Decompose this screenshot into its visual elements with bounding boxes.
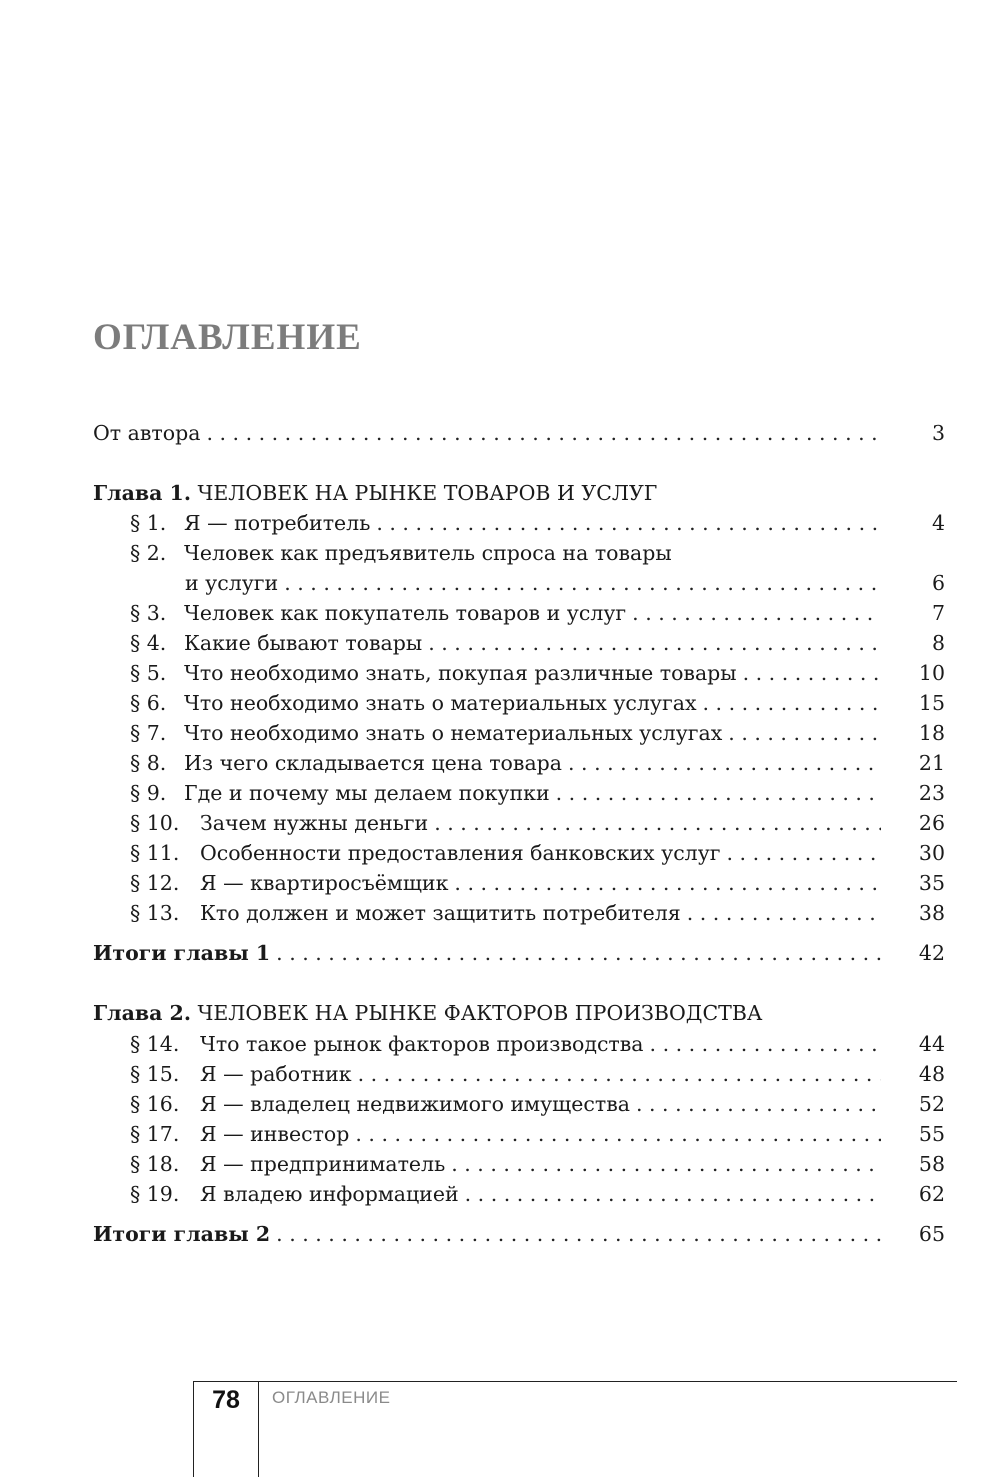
dot-leader [434, 808, 881, 838]
dot-leader [454, 868, 881, 898]
chapter-title: ЧЕЛОВЕК НА РЫНКЕ ТОВАРОВ И УСЛУГ [197, 481, 658, 505]
section-title: Зачем нужны деньги [200, 811, 429, 835]
dot-leader [376, 508, 881, 538]
toc-section[interactable] [130, 688, 945, 718]
section-number: § 14. [130, 1032, 180, 1056]
toc-page-number: 6 [931, 571, 945, 595]
section-title: Я — потребитель [184, 511, 371, 535]
dot-leader [284, 568, 881, 598]
section-number: § 17. [130, 1122, 180, 1146]
dot-leader [355, 1119, 881, 1149]
chapter-title: ЧЕЛОВЕК НА РЫНКЕ ФАКТОРОВ ПРОИЗВОДСТВА [197, 1001, 763, 1025]
chapter-label: Глава 2. [93, 1001, 191, 1025]
section-title: Что такое рынок факторов производства [200, 1032, 644, 1056]
section-number: § 11. [130, 841, 180, 865]
toc-page-number: 55 [918, 1122, 945, 1146]
section-number: § 6. [130, 691, 167, 715]
toc-page-number: 15 [918, 691, 945, 715]
toc-page-number: 62 [918, 1182, 945, 1206]
section-number: § 2. [130, 541, 167, 565]
footer-rule [257, 1381, 957, 1382]
chapter-label: Глава 1. [93, 481, 191, 505]
toc-page-number: 3 [931, 421, 945, 445]
section-title: Я владею информацией [200, 1182, 459, 1206]
toc-section[interactable] [130, 1029, 945, 1059]
toc-page-number: 7 [931, 601, 945, 625]
toc-section[interactable] [130, 598, 945, 628]
dot-leader [743, 658, 881, 688]
running-title: ОГЛАВЛЕНИЕ [272, 1388, 391, 1407]
toc-chapter-summary[interactable] [93, 1219, 945, 1249]
section-number: § 18. [130, 1152, 180, 1176]
section-number: § 7. [130, 721, 167, 745]
section-title: Какие бывают товары [184, 631, 423, 655]
dot-leader [451, 1149, 881, 1179]
section-title: Из чего складывается цена товара [184, 751, 563, 775]
dot-leader [556, 778, 881, 808]
page-number: 78 [212, 1386, 240, 1414]
toc-section[interactable] [130, 718, 945, 748]
toc-section[interactable] [130, 658, 945, 688]
dot-leader [428, 628, 881, 658]
toc-section[interactable] [130, 898, 945, 928]
toc-page-number: 48 [918, 1062, 945, 1086]
section-number: § 3. [130, 601, 167, 625]
toc-page-number: 44 [918, 1032, 945, 1056]
section-title: Человек как покупатель товаров и услуг [184, 601, 627, 625]
chapter-1-heading[interactable] [93, 478, 657, 508]
toc-page-number: 42 [918, 941, 945, 965]
toc-page-number: 58 [918, 1152, 945, 1176]
toc-section[interactable] [130, 508, 945, 538]
dot-leader [276, 1219, 881, 1249]
section-number: § 5. [130, 661, 167, 685]
section-title: Я — квартиросъёмщик [200, 871, 449, 895]
section-title: Что необходимо знать, покупая различные товары [184, 661, 737, 685]
toc-page-number: 23 [918, 781, 945, 805]
section-title: Где и почему мы делаем покупки [184, 781, 550, 805]
dot-leader [703, 688, 882, 718]
toc-page-number: 10 [918, 661, 945, 685]
toc-page-number: 38 [918, 901, 945, 925]
toc-entry-intro[interactable] [93, 418, 945, 448]
toc-section[interactable] [130, 868, 945, 898]
toc-page-number: 52 [918, 1092, 945, 1116]
section-title: Что необходимо знать о материальных услугах [184, 691, 697, 715]
section-number: § 16. [130, 1092, 180, 1116]
toc-section[interactable] [130, 838, 945, 868]
section-number: § 19. [130, 1182, 180, 1206]
section-title: Я — инвестор [200, 1122, 350, 1146]
toc-section[interactable] [130, 628, 945, 658]
toc-section[interactable] [130, 1089, 945, 1119]
section-number: § 9. [130, 781, 167, 805]
section-title: Человек как предъявитель спроса на товары [184, 541, 672, 565]
toc-section[interactable] [130, 748, 945, 778]
page-title: ОГЛАВЛЕНИЕ [93, 317, 362, 358]
dot-leader [568, 748, 881, 778]
toc-page-number: 65 [918, 1222, 945, 1246]
toc-section[interactable] [130, 1119, 945, 1149]
chapter-2-heading[interactable] [93, 998, 762, 1028]
toc-page-number: 30 [918, 841, 945, 865]
toc-section[interactable] [130, 808, 945, 838]
dot-leader [636, 1089, 881, 1119]
toc-entry-title: От автора [93, 421, 201, 445]
summary-title: Итоги главы 1 [93, 941, 271, 965]
section-number: § 13. [130, 901, 180, 925]
dot-leader [206, 418, 881, 448]
section-number: § 15. [130, 1062, 180, 1086]
toc-page-number: 26 [918, 811, 945, 835]
section-title: Особенности предоставления банковских услуг [200, 841, 721, 865]
toc-page-number: 8 [931, 631, 945, 655]
toc-section[interactable] [130, 538, 945, 568]
section-number: § 1. [130, 511, 167, 535]
dot-leader [728, 718, 881, 748]
toc-page-number: 35 [918, 871, 945, 895]
toc-section[interactable] [130, 778, 945, 808]
section-title: Кто должен и может защитить потребителя [200, 901, 681, 925]
summary-title: Итоги главы 2 [93, 1222, 271, 1246]
toc-page-number: 21 [918, 751, 945, 775]
toc-section[interactable] [130, 1149, 945, 1179]
dot-leader [465, 1179, 881, 1209]
toc-section-continuation[interactable] [185, 568, 945, 598]
section-title: Я — владелец недвижимого имущества [200, 1092, 630, 1116]
section-number: § 12. [130, 871, 180, 895]
section-title: Я — работник [200, 1062, 352, 1086]
toc-page-number: 4 [931, 511, 945, 535]
dot-leader [650, 1029, 881, 1059]
dot-leader [358, 1059, 881, 1089]
dot-leader [687, 898, 881, 928]
section-number: § 10. [130, 811, 180, 835]
section-title: Что необходимо знать о нематериальных услугах [184, 721, 723, 745]
section-number: § 4. [130, 631, 167, 655]
section-number: § 8. [130, 751, 167, 775]
toc-page-number: 18 [918, 721, 945, 745]
section-title: Я — предприниматель [200, 1152, 446, 1176]
section-title-continuation: и услуги [185, 571, 279, 595]
dot-leader [727, 838, 882, 868]
dot-leader [276, 938, 881, 968]
toc-section[interactable] [130, 1059, 945, 1089]
toc-chapter-summary[interactable] [93, 938, 945, 968]
toc-section[interactable] [130, 1179, 945, 1209]
dot-leader [632, 598, 881, 628]
